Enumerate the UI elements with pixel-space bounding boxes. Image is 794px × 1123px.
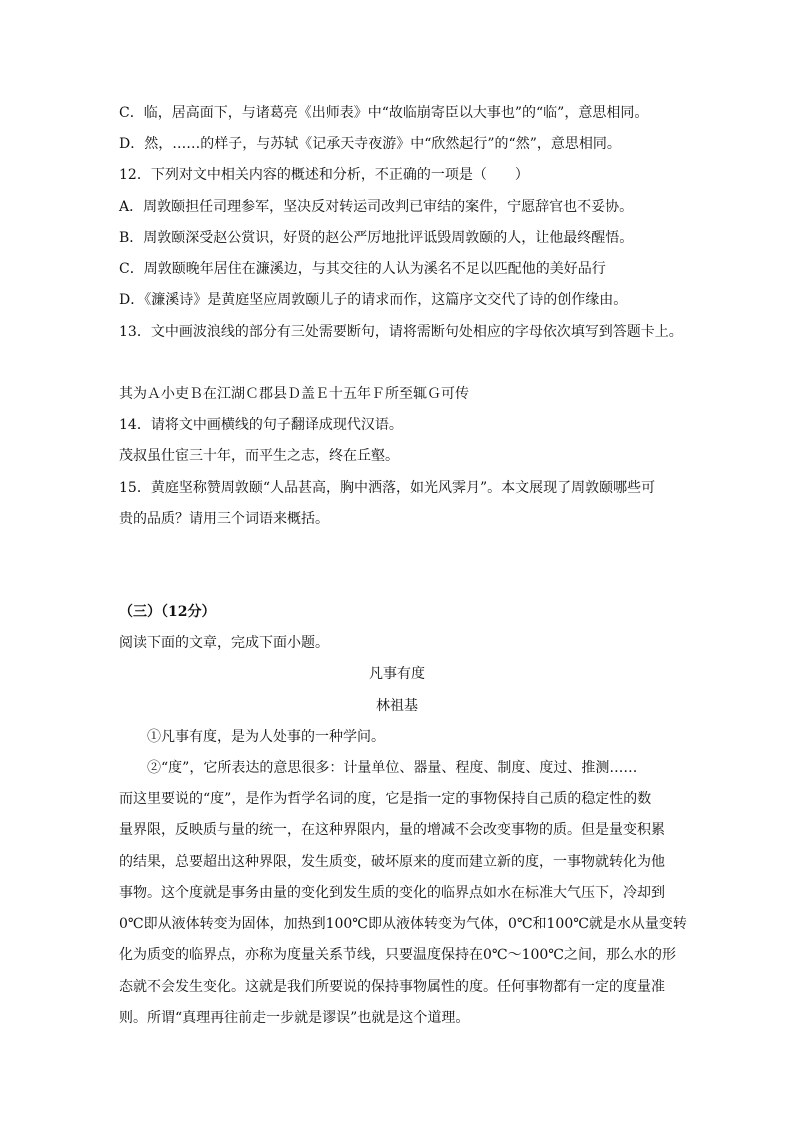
q14-stem: 14．请将文中画横线的句子翻译成现代汉语。 [119,417,403,433]
article-title: 凡事有度 [369,666,425,682]
paragraph-2-line: 则。所谓“真理再往前走一步就是谬误”也就是这个道理。 [119,1010,470,1026]
article-author: 林祖基 [376,698,418,714]
q15-line-1: 15．黄庭坚称赞周敦颐“人品甚高，胸中洒落，如光风霁月”。本文展现了周敦颐哪些可 [119,480,656,496]
q12-stem: 12．下列对文中相关内容的概述和分析，不正确的一项是（ ） [119,167,529,183]
paragraph-2-line: 而这里要说的“度”，是作为哲学名词的度，它是指一定的事物保持自己质的稳定性的数 [119,791,652,807]
q12-option-b: B．周敦颐深受赵公赏识，好贤的赵公严厉地批评诋毁周敦颐的人，让他最终醒悟。 [119,230,634,246]
q13-stem: 13．文中画波浪线的部分有三处需要断句，请将需断句处相应的字母依次填写到答题卡上。 [119,324,683,340]
q11-option-c: C．临，居高面下，与诸葛亮《出师表》中“故临崩寄臣以大事也”的“临”，意思相同。 [119,105,649,121]
paragraph-2-line: 的结果，总要超出这种界限，发生质变，破坏原来的度而建立新的度，一事物就转化为他 [119,854,665,870]
q14-text: 茂叔虽仕宦三十年，而平生之志，终在丘壑。 [119,448,399,464]
q12-option-a: A．周敦颐担任司理参军，坚决反对转运司改判已审结的案件，宁愿辞官也不妥协。 [119,199,634,215]
q12-option-c: C．周敦颐晚年居住在濂溪边，与其交往的人认为溪名不足以匹配他的美好品行 [119,261,606,277]
section-instruction: 阅读下面的文章，完成下面小题。 [119,635,329,651]
q11-option-d: D．然，……的样子，与苏轼《记承天寺夜游》中“欣然起行”的“然”，意思相同。 [119,136,621,152]
paragraph-2-line: 0℃即从液体转变为固体，加热到100℃即从液体转变为气体，0℃和100℃就是水从量变转 [119,916,687,932]
q12-option-d: D．《濂溪诗》是黄庭坚应周敦颐儿子的请求而作，这篇序文交代了诗的创作缘由。 [119,292,628,308]
paragraph-2-line: 量界限，反映质与量的统一，在这种界限内，量的增减不会改变事物的质。但是量变积累 [119,822,665,838]
paragraph-2-line: 事物。这个度就是事务由量的变化到发生质的变化的临界点如水在标准大气压下，冷却到 [119,885,665,901]
paragraph-2-line: 化为质变的临界点，亦称为度量关系节线，只要温度保持在0℃～100℃之间，那么水的形 [119,947,676,963]
paragraph-2-line: 态就不会发生变化。这就是我们所要说的保持事物属性的度。任何事物都有一定的度量准 [119,979,665,995]
section-heading: （三）（12分） [119,604,216,620]
paragraph-2-line: ②“度”，它所表达的意思很多：计量单位、器量、程度、制度、度过、推测…… [147,760,638,776]
paragraph-1: ①凡事有度，是为人处事的一种学问。 [147,729,385,745]
q13-text: 其为Ａ小吏Ｂ在江湖Ｃ郡县Ｄ盖Ｅ十五年Ｆ所至辄Ｇ可传 [119,386,469,402]
q15-line-2: 贵的品质？请用三个词语来概括。 [119,511,329,527]
